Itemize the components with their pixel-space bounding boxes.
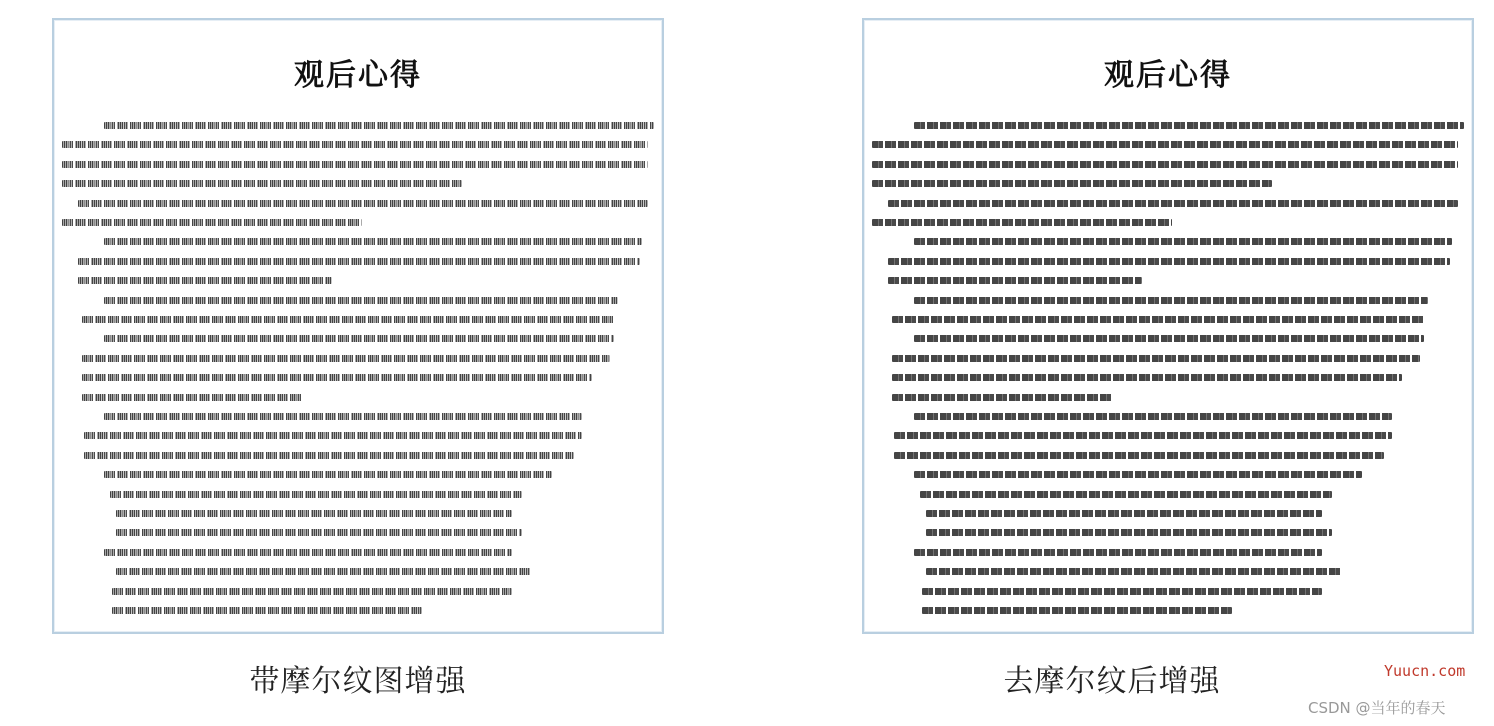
document-title: 观后心得	[294, 58, 422, 93]
text-line	[920, 491, 1332, 498]
text-line	[894, 452, 1384, 459]
text-line	[914, 297, 1428, 304]
text-line	[104, 335, 614, 342]
text-line	[84, 452, 574, 459]
document-image-demoired	[862, 18, 1474, 634]
text-line	[112, 607, 422, 614]
text-line	[104, 297, 618, 304]
text-line	[894, 432, 1392, 439]
text-line	[82, 355, 610, 362]
text-line	[104, 238, 642, 245]
text-line	[914, 549, 1322, 556]
text-line	[888, 277, 1142, 284]
text-line	[914, 335, 1424, 342]
document-body-text	[54, 122, 662, 612]
caption-demoired: 去摩尔纹后增强	[1003, 664, 1221, 699]
text-line	[872, 161, 1458, 168]
text-line	[116, 529, 522, 536]
text-line	[922, 607, 1232, 614]
site-watermark: Yuucn.com	[1384, 662, 1466, 680]
text-line	[914, 471, 1362, 478]
text-line	[892, 355, 1420, 362]
text-line	[888, 200, 1458, 207]
text-line	[104, 471, 552, 478]
text-line	[872, 141, 1458, 148]
document-image-with-moire	[52, 18, 664, 634]
document-title: 观后心得	[1104, 58, 1232, 93]
text-line	[84, 432, 582, 439]
text-line	[892, 374, 1402, 381]
text-line	[926, 529, 1332, 536]
text-line	[82, 316, 614, 323]
text-line	[926, 510, 1322, 517]
text-line	[62, 141, 648, 148]
text-line	[62, 161, 648, 168]
text-line	[914, 122, 1464, 129]
text-line	[62, 180, 462, 187]
text-line	[914, 238, 1452, 245]
text-line	[926, 568, 1342, 575]
text-line	[78, 258, 640, 265]
text-line	[116, 510, 512, 517]
text-line	[112, 588, 512, 595]
text-line	[62, 219, 362, 226]
text-line	[892, 316, 1424, 323]
text-line	[872, 219, 1172, 226]
text-line	[104, 122, 654, 129]
csdn-watermark: CSDN @当年的春天	[1308, 699, 1446, 717]
text-line	[82, 394, 302, 401]
text-line	[104, 413, 582, 420]
text-line	[922, 588, 1322, 595]
text-line	[78, 277, 332, 284]
text-line	[78, 200, 648, 207]
text-line	[872, 180, 1272, 187]
text-line	[888, 258, 1450, 265]
text-line	[914, 413, 1392, 420]
text-line	[892, 394, 1112, 401]
document-body-text	[864, 122, 1472, 612]
caption-with-moire: 带摩尔纹图增强	[249, 664, 467, 699]
text-line	[116, 568, 532, 575]
text-line	[104, 549, 512, 556]
text-line	[82, 374, 592, 381]
text-line	[110, 491, 522, 498]
